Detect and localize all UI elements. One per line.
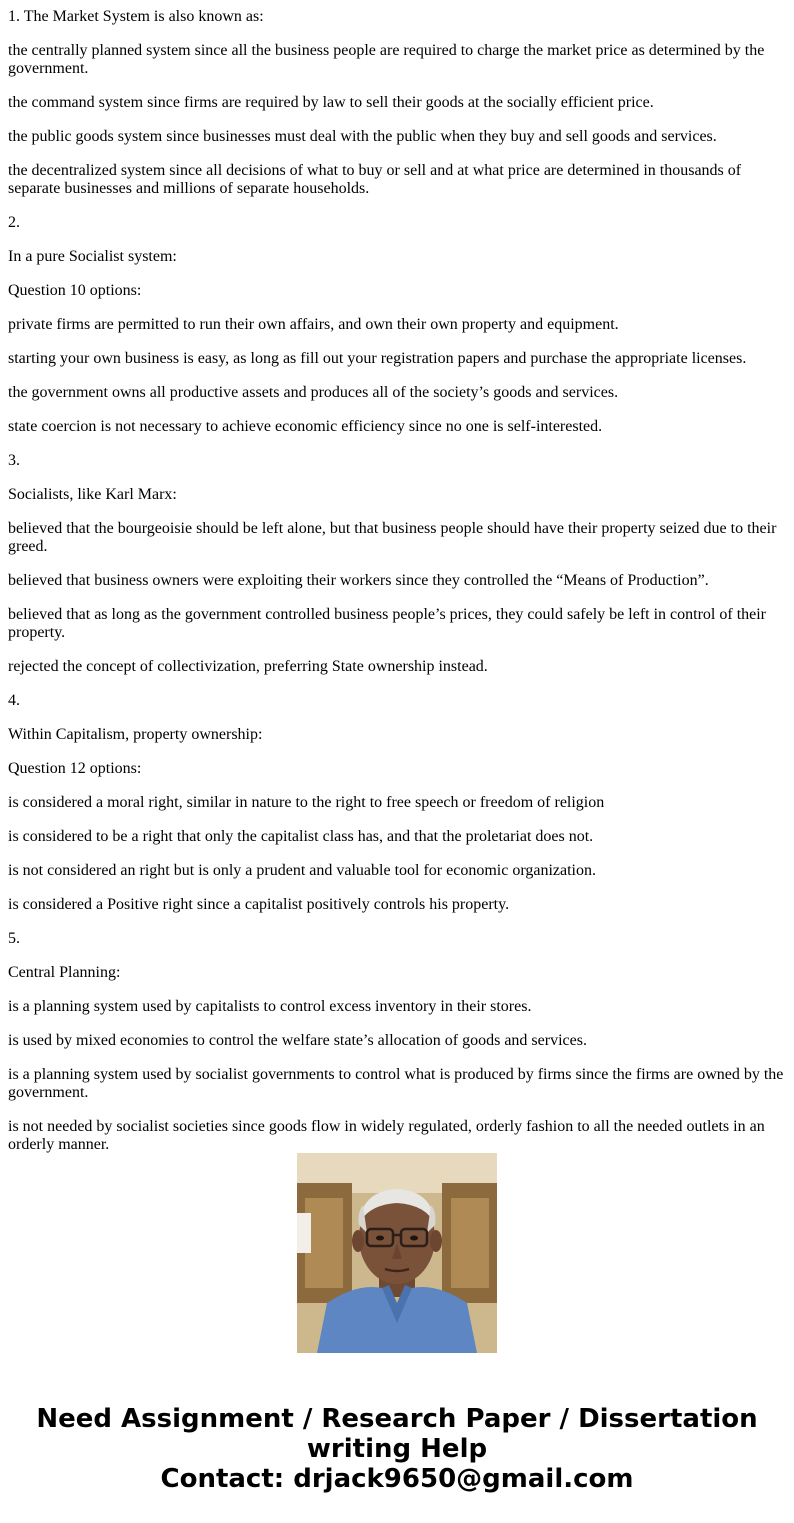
promo-footer [0,1123,794,1523]
q2-prompt: In a pure Socialist system: [8,248,177,265]
q4-number: 4. [8,692,20,709]
q2-number: 2. [8,214,20,231]
q3-option-b: believed that business owners were exploiting their workers since they controlled the “Means of Production”. [8,572,709,589]
q5-option-c: is a planning system used by socialist governments to control what is produced by firms since the firms are owned by the government. [8,1066,784,1101]
q2-option-d: state coercion is not necessary to achieve economic efficiency since no one is self-interested. [8,418,603,435]
q1-option-d: the decentralized system since all decisions of what to buy or sell and at what price are determined in thousands of separate businesses and millions of separate households. [8,162,742,197]
q1-option-c: the public goods system since businesses must deal with the public when they buy and sell goods and services. [8,128,717,145]
q2-options-label: Question 10 options: [8,282,142,299]
q3-option-c: believed that as long as the government controlled business people’s prices, they could safely be left in control of their property. [8,606,767,641]
q4-option-a: is considered a moral right, similar in nature to the right to free speech or freedom of religion [8,794,605,811]
promo-contact-line: Contact: drjack9650@gmail.com [160,1464,634,1494]
q4-option-d: is considered a Positive right since a capitalist positively controls his property. [8,896,510,913]
q1-title: 1. The Market System is also known as: [8,8,264,25]
q2-option-b: starting your own business is easy, as long as fill out your registration papers and purchase the appropriate licenses. [8,350,747,367]
q2-option-a: private firms are permitted to run their own affairs, and own their own property and equipment. [8,316,619,333]
q1-option-b: the command system since firms are required by law to sell their goods at the socially efficient price. [8,94,654,111]
q3-number: 3. [8,452,20,469]
q4-options-label: Question 12 options: [8,760,142,777]
q4-prompt: Within Capitalism, property ownership: [8,726,263,743]
promo-text [0,1404,794,1494]
question-document [8,0,786,1153]
promo-line-1: Need Assignment / Research Paper / Dissertation [36,1404,758,1434]
q2-option-c: the government owns all productive assets and produces all of the society’s goods and services. [8,384,619,401]
q3-prompt: Socialists, like Karl Marx: [8,486,177,503]
q3-option-d: rejected the concept of collectivization, preferring State ownership instead. [8,658,488,675]
q5-option-a: is a planning system used by capitalists to control excess inventory in their stores. [8,998,532,1015]
q5-prompt: Central Planning: [8,964,121,981]
q4-option-c: is not considered an right but is only a prudent and valuable tool for economic organization. [8,862,596,879]
q5-option-d: is not needed by socialist societies since goods flow in widely regulated, orderly fashion to all the needed outlets in an orderly manner. [8,1118,765,1153]
q1-option-a: the centrally planned system since all the business people are required to charge the market price as determined by the government. [8,42,765,77]
q4-option-b: is considered to be a right that only the capitalist class has, and that the proletariat does not. [8,828,594,845]
promo-line-2: writing Help [306,1434,488,1464]
avatar [297,1153,497,1353]
q5-option-b: is used by mixed economies to control the welfare state’s allocation of goods and services. [8,1032,587,1049]
q5-number: 5. [8,930,20,947]
tutor-portrait-image [297,1153,497,1353]
q3-option-a: believed that the bourgeoisie should be left alone, but that business people should have their property seized due to their greed. [8,520,777,555]
